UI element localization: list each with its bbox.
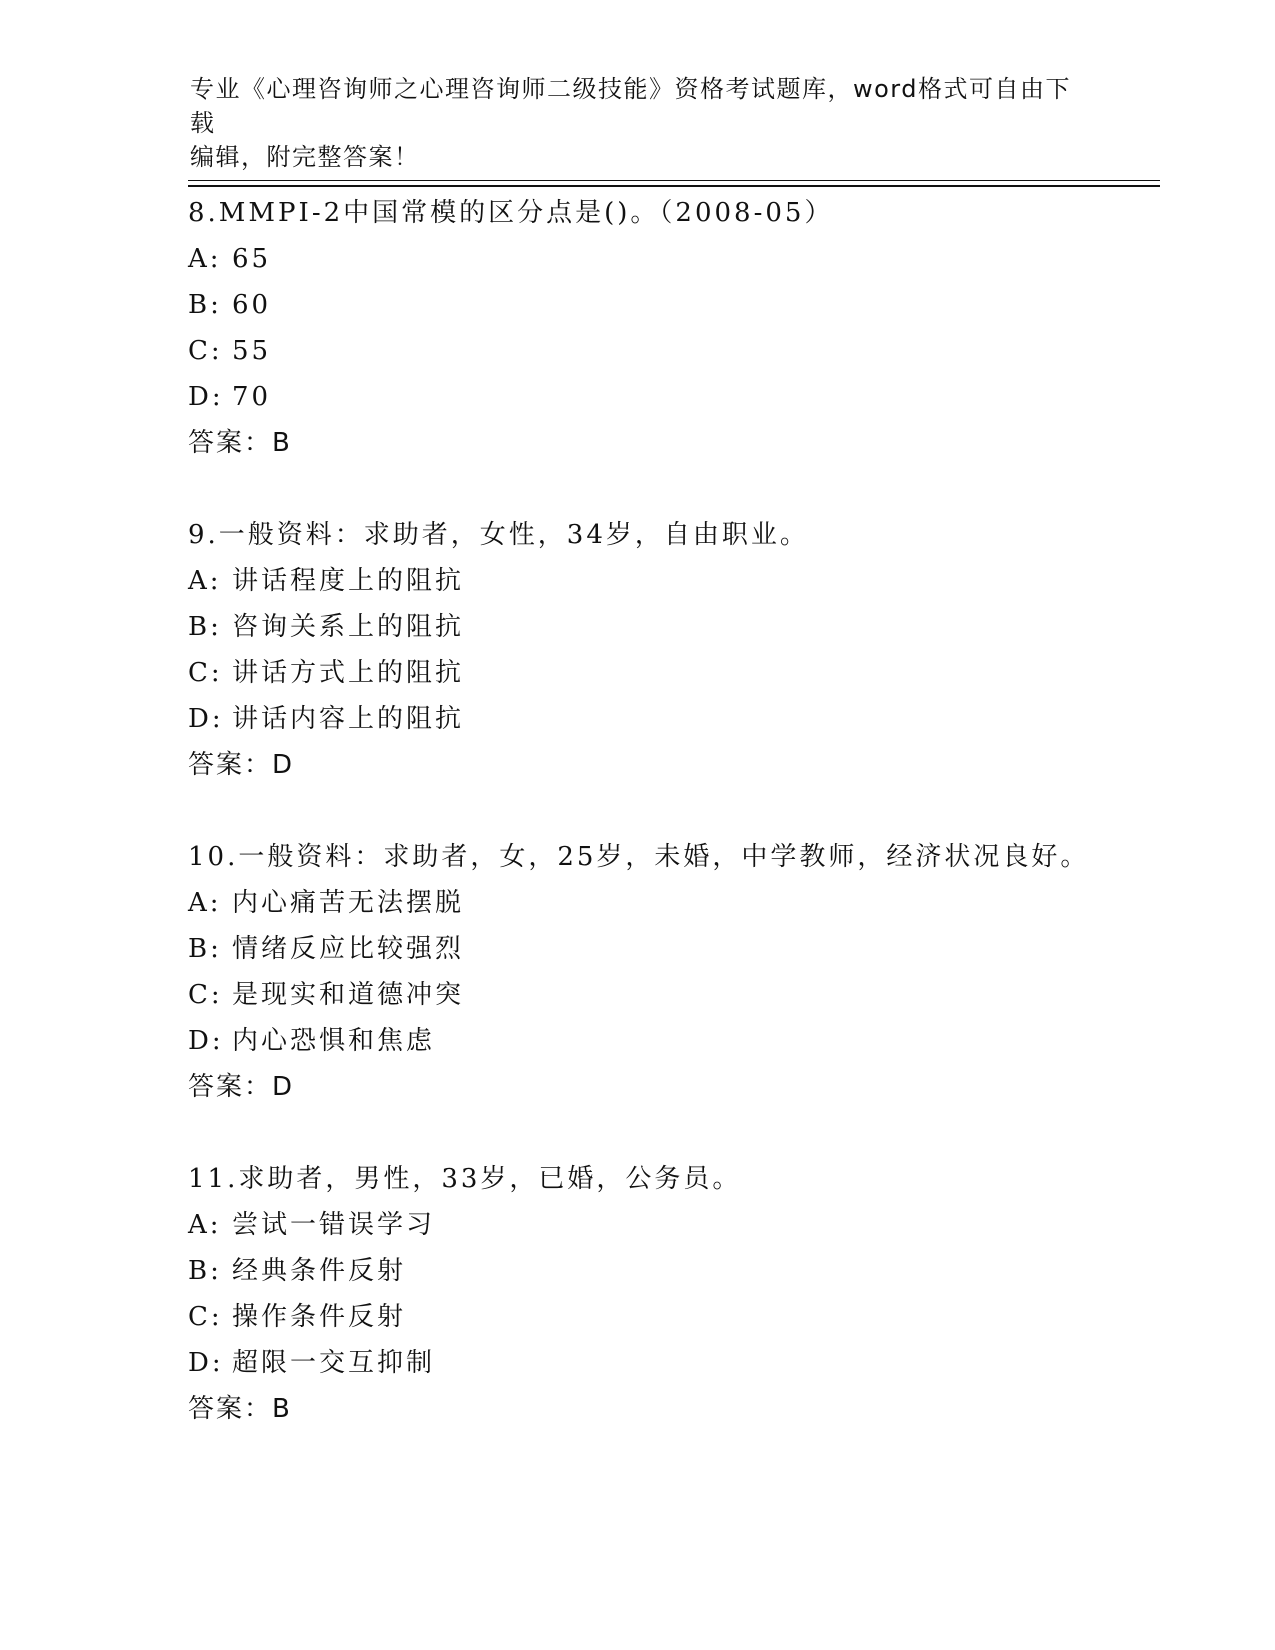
option-text: 内心痛苦无法摆脱 — [232, 888, 465, 918]
question-stem: 11.求助者，男性，33岁，已婚，公务员。 — [188, 1164, 742, 1194]
option-label: B: — [188, 612, 222, 642]
option-label: A: — [188, 1210, 222, 1240]
option-label: A: — [188, 244, 222, 274]
option-label: C: — [188, 980, 223, 1010]
option-text: 55 — [232, 336, 272, 366]
header-divider-thick — [188, 185, 1160, 187]
option-c — [188, 1294, 1168, 1340]
answer-line: 答案：B — [188, 1394, 292, 1424]
option-text: 讲话方式上的阻抗 — [232, 658, 465, 688]
question-11 — [188, 1156, 1168, 1432]
option-label: D: — [188, 704, 224, 734]
question-8 — [188, 190, 1168, 466]
option-b — [188, 1248, 1168, 1294]
option-label: C: — [188, 336, 223, 366]
option-label: A: — [188, 566, 222, 596]
option-label: C: — [188, 658, 223, 688]
option-b — [188, 604, 1168, 650]
option-text: 是现实和道德冲突 — [232, 980, 465, 1010]
answer-line: 答案：D — [188, 1072, 295, 1102]
option-b — [188, 926, 1168, 972]
option-text: 尝试一错误学习 — [232, 1210, 436, 1240]
question-9 — [188, 512, 1168, 788]
document-header — [190, 72, 1090, 174]
question-10 — [188, 834, 1168, 1110]
option-a — [188, 558, 1168, 604]
option-label: B: — [188, 934, 222, 964]
answer-line: 答案：D — [188, 750, 295, 780]
answer-line: 答案：B — [188, 428, 292, 458]
option-text: 讲话内容上的阻抗 — [232, 704, 465, 734]
option-a — [188, 236, 1168, 282]
option-c — [188, 650, 1168, 696]
option-text: 超限一交互抑制 — [232, 1348, 436, 1378]
option-a — [188, 1202, 1168, 1248]
option-d — [188, 374, 1168, 420]
option-text: 讲话程度上的阻抗 — [232, 566, 465, 596]
option-label: D: — [188, 1026, 224, 1056]
option-label: A: — [188, 888, 222, 918]
option-label: D: — [188, 382, 224, 412]
question-list — [188, 190, 1168, 1478]
option-d — [188, 1018, 1168, 1064]
header-divider-thin — [188, 180, 1160, 181]
option-label: B: — [188, 290, 222, 320]
option-c — [188, 328, 1168, 374]
header-line-1: 专业《心理咨询师之心理咨询师二级技能》资格考试题库，word格式可自由下载 — [190, 75, 1071, 137]
option-text: 70 — [232, 382, 272, 412]
question-stem: 8.MMPI-2中国常模的区分点是()。（2008-05） — [188, 198, 834, 228]
option-d — [188, 1340, 1168, 1386]
option-c — [188, 972, 1168, 1018]
option-text: 情绪反应比较强烈 — [232, 934, 465, 964]
header-line-2: 编辑，附完整答案！ — [190, 143, 420, 171]
question-stem: 9.一般资料：求助者，女性，34岁，自由职业。 — [188, 520, 809, 550]
option-d — [188, 696, 1168, 742]
option-label: C: — [188, 1302, 223, 1332]
question-stem: 10.一般资料：求助者，女，25岁，未婚，中学教师，经济状况良好。 — [188, 842, 1090, 872]
option-text: 60 — [232, 290, 272, 320]
option-label: B: — [188, 1256, 222, 1286]
option-text: 65 — [232, 244, 272, 274]
option-a — [188, 880, 1168, 926]
option-b — [188, 282, 1168, 328]
option-text: 内心恐惧和焦虑 — [232, 1026, 436, 1056]
option-text: 咨询关系上的阻抗 — [232, 612, 465, 642]
option-label: D: — [188, 1348, 224, 1378]
option-text: 操作条件反射 — [232, 1302, 407, 1332]
option-text: 经典条件反射 — [232, 1256, 407, 1286]
